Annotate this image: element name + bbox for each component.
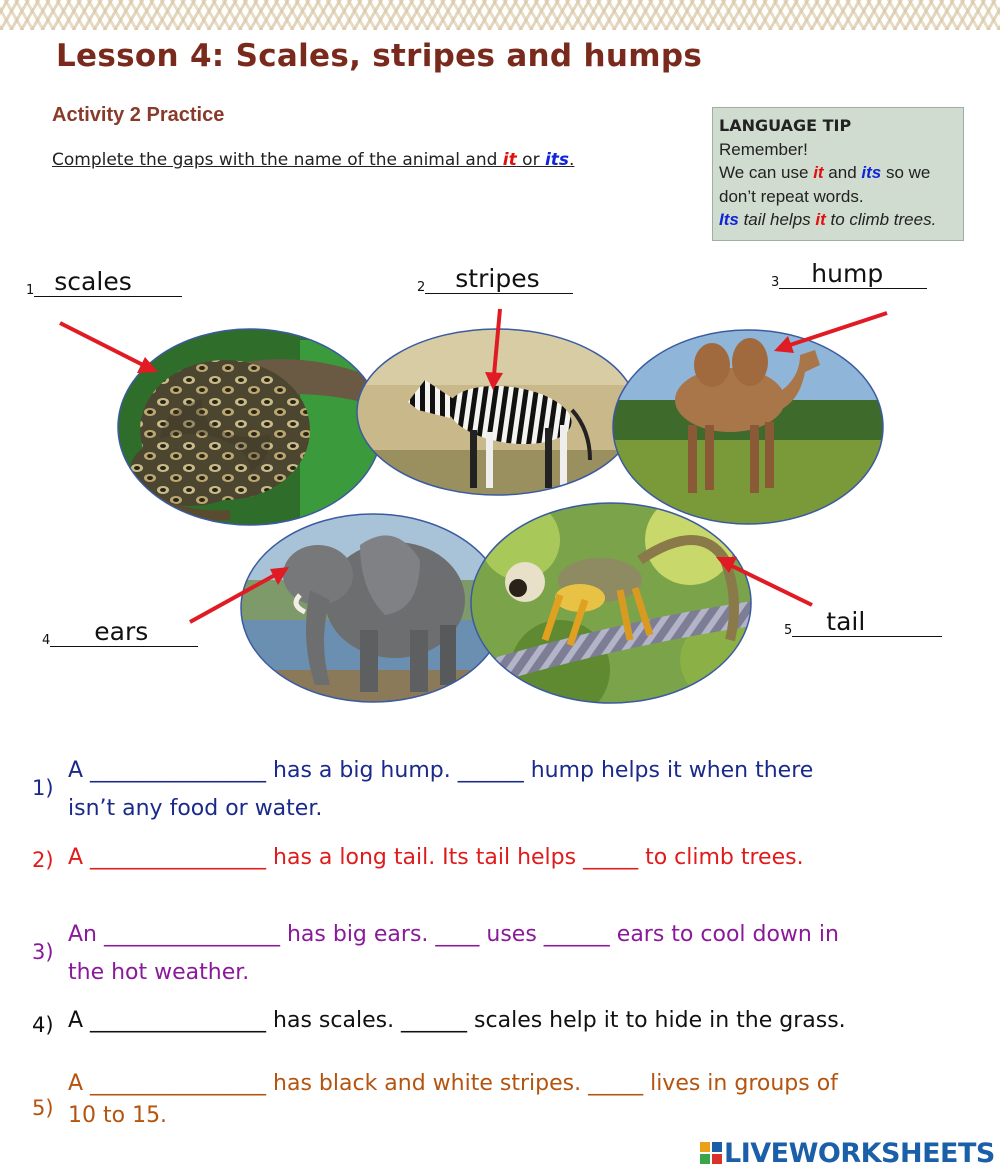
activity-heading: Activity 2 Practice xyxy=(52,104,225,126)
label-3: $_3$ hump xyxy=(771,260,927,290)
snake-photo xyxy=(110,320,400,540)
instruction-text: Complete the gaps with the name of the animal and it or its. xyxy=(52,150,575,170)
camel-photo xyxy=(610,325,890,535)
question-line: A ________________ has scales. ______ scales help it to hide in the grass. xyxy=(68,1008,846,1033)
question-4: 4) A ________________ has scales. ______ scales help it to hide in the grass. xyxy=(68,1002,846,1040)
liveworksheets-watermark: LIVEWORKSHEETS xyxy=(700,1138,995,1169)
page-title: Lesson 4: Scales, stripes and humps xyxy=(56,38,703,74)
answer-field-2[interactable]: stripes xyxy=(425,265,573,294)
question-3: 3) An ________________ has big ears. ____ uses ______ ears to cool down in the hot weather. xyxy=(68,916,839,992)
label-1: $_1$ scales xyxy=(26,268,182,298)
language-tip-heading: LANGUAGE TIP xyxy=(719,116,852,135)
question-line: A ________________ has a long tail. Its tail helps _____ to climb trees. xyxy=(68,845,804,870)
answer-field-5[interactable]: tail xyxy=(792,608,942,637)
question-line: 10 to 15. xyxy=(68,1103,168,1128)
question-line: An ________________ has big ears. ____ uses ______ ears to cool down in xyxy=(68,922,839,947)
question-1: 1) A ________________ has a big hump. ______ hump helps it when there isn’t any food or water. xyxy=(68,752,813,828)
arrow-1 xyxy=(60,323,158,373)
label-5: $_5$ tail xyxy=(784,608,942,638)
question-5: 5) A ________________ has black and white stripes. _____ lives in groups of 10 to 15. xyxy=(68,1068,838,1132)
question-line: A ________________ has black and white stripes. _____ lives in groups of xyxy=(68,1071,838,1096)
language-tip-line: Remember! xyxy=(719,139,808,159)
zebra-photo xyxy=(350,325,650,510)
answer-field-3[interactable]: hump xyxy=(779,260,927,289)
label-4: $_4$ ears xyxy=(42,618,198,648)
question-line: isn’t any food or water. xyxy=(68,796,323,821)
label-2: $_2$ stripes xyxy=(417,265,573,295)
arrow-3 xyxy=(774,313,887,353)
question-line: A ________________ has a big hump. ______ hump helps it when there xyxy=(68,758,814,783)
answer-field-4[interactable]: ears xyxy=(50,618,198,647)
language-tip-line: We can use it and its so we xyxy=(719,163,931,182)
language-tip-example: Its tail helps it to climb trees. xyxy=(719,210,937,229)
liveworksheets-logo-icon xyxy=(700,1142,722,1164)
answer-field-1[interactable]: scales xyxy=(34,268,182,297)
language-tip-line: don’t repeat words. xyxy=(719,186,864,206)
monkey-photo xyxy=(470,495,760,720)
question-line: the hot weather. xyxy=(68,960,250,985)
question-2: 2) A ________________ has a long tail. Its tail helps _____ to climb trees. xyxy=(68,839,804,877)
